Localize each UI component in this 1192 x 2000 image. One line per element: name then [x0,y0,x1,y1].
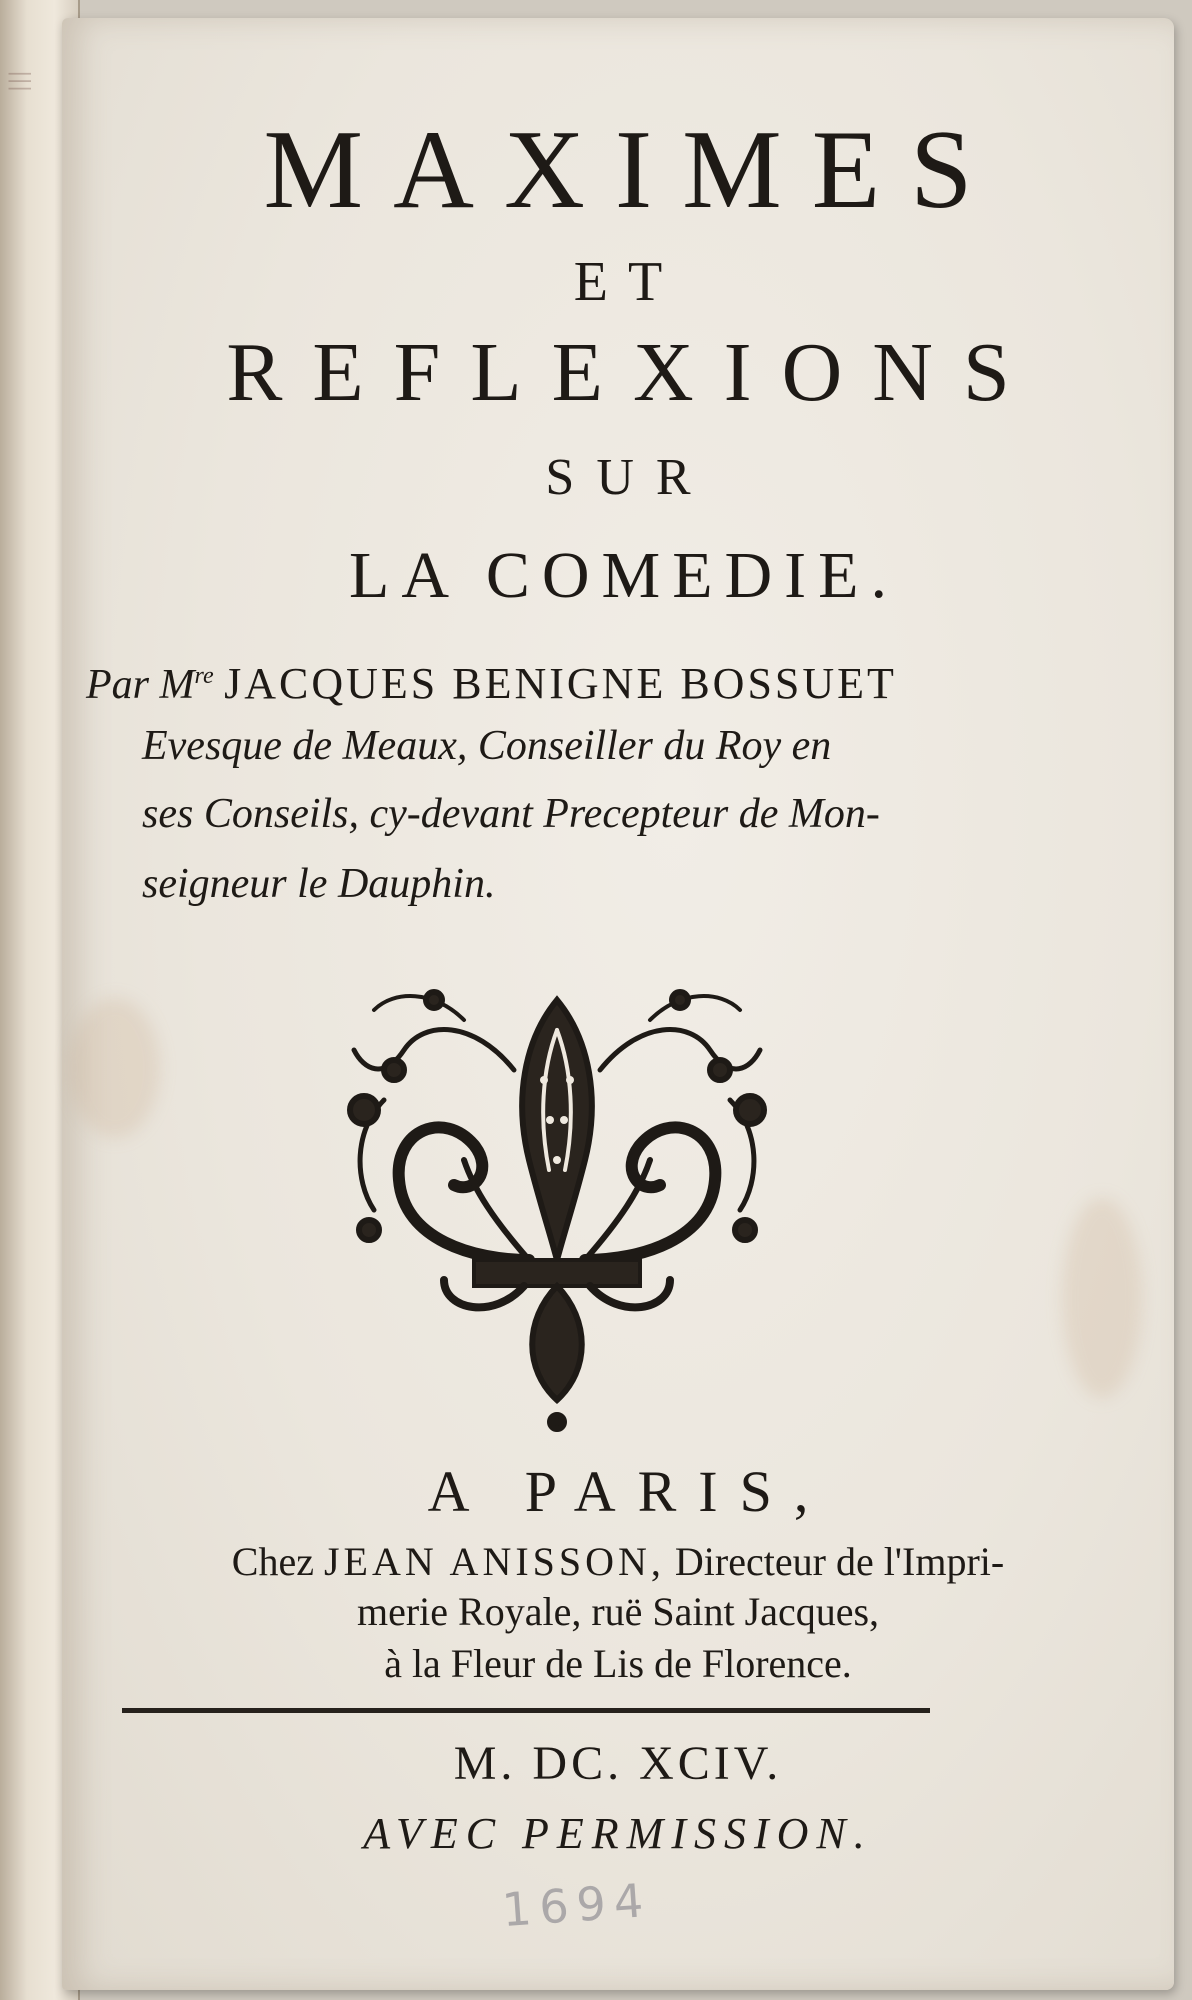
title-reflexions: REFLEXIONS [226,326,1040,419]
imprint-printer-name: JEAN ANISSON, [323,1539,665,1584]
title-et: ET [573,251,683,313]
paper-stain [70,998,160,1138]
title-maximes: MAXIMES [263,108,1003,232]
imprint-line-4: à la Fleur de Lis de Florence. [384,1641,852,1686]
paper-stain [1062,1198,1142,1398]
imprint-line-2 [62,1538,1174,1585]
title-la-comedie: LA COMEDIE. [349,539,899,612]
imprint-line-3: merie Royale, ruë Saint Jacques, [356,1589,880,1634]
avec-permission: AVEC PERMISSION. [363,1809,873,1858]
pencil-annotation: 1694 [500,1872,653,1938]
author-prefix: Par M [86,662,195,708]
title-sur: SUR [545,449,713,506]
title-page [62,18,1174,1990]
author-name: JACQUES BENIGNE BOSSUET [224,659,897,708]
author-line-3: ses Conseils, cy-devant Precepteur de Mon- [142,791,880,837]
author-prefix-sup: re [194,663,214,689]
author-line-2: Evesque de Meaux, Conseiller du Roy en [142,723,832,769]
author-line-1 [86,646,1046,715]
horizontal-rule [122,1708,930,1713]
fleur-de-lis-ornament-icon [324,960,790,1440]
publication-date: M. DC. XCIV. [453,1737,783,1790]
binding-mark: ||| [8,70,33,93]
imprint-city: A PARIS, [427,1459,831,1524]
imprint-chez: Chez [231,1539,324,1584]
author-line-4: seigneur le Dauphin. [142,861,496,907]
imprint-directeur: Directeur de l'Impri- [664,1539,1005,1584]
